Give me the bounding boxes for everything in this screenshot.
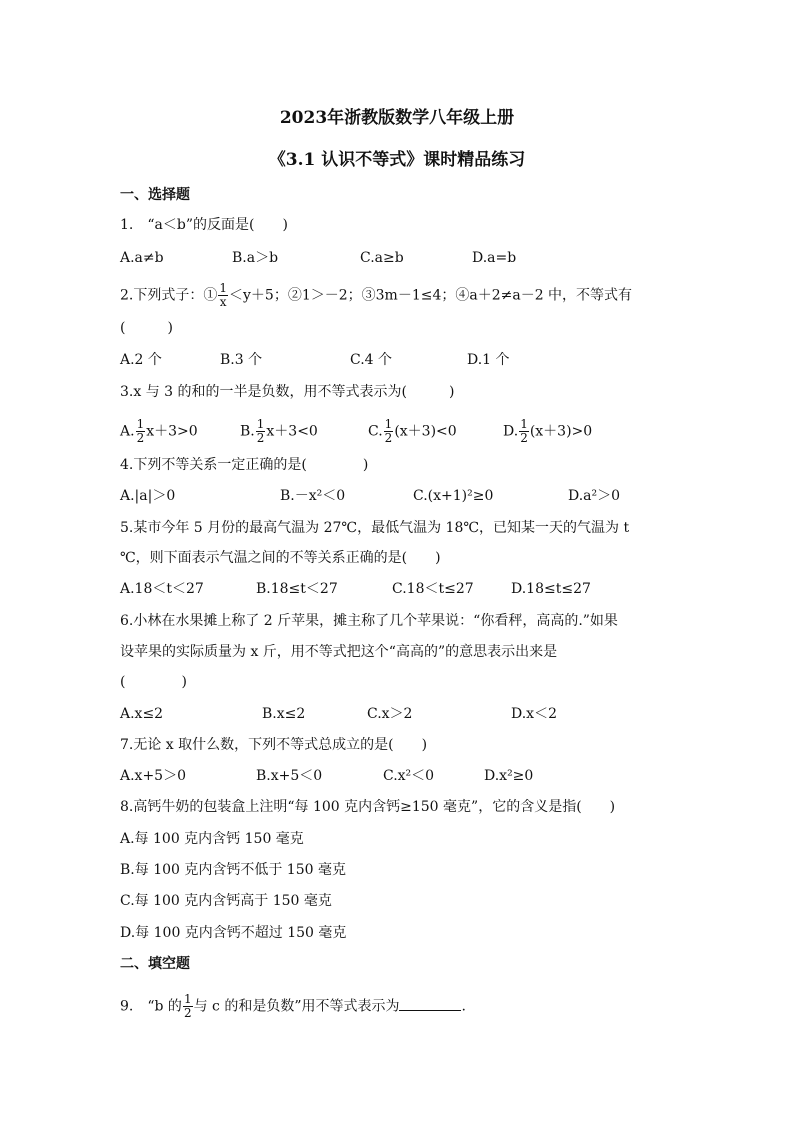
question-6-answer-paren: ( ) (120, 674, 187, 690)
question-8-stem: 8.高钙牛奶的包装盒上注明“每 100 克内含钙≥150 毫克”，它的含义是指( ) (120, 799, 616, 815)
fraction-numerator: 1 (183, 992, 192, 1006)
question-9-stem (120, 993, 466, 1020)
question-4-stem: 4.下列不等关系一定正确的是( ) (120, 457, 369, 473)
question-9-stem-post: 与 c 的和是负数”用不等式表示为 (193, 998, 400, 1015)
question-5-option-b: B.18≤t＜27 (256, 581, 338, 597)
document-subtitle: 《3.1 认识不等式》课时精品练习 (268, 150, 526, 170)
fraction-one-half (183, 993, 193, 1020)
option-letter: D. (503, 423, 519, 440)
option-letter: B. (240, 423, 255, 440)
option-expression: x＋3>0 (146, 423, 198, 440)
question-7-option-d: D.x²≥0 (484, 768, 534, 784)
document-title: 2023年浙教版数学八年级上册 (279, 108, 515, 128)
question-2-stem (120, 282, 632, 309)
question-3-option-b (240, 418, 318, 445)
question-8-option-c: C.每 100 克内含钙高于 150 毫克 (120, 893, 332, 909)
question-5-option-c: C.18＜t≤27 (392, 581, 474, 597)
question-5-stem-line-1: 5.某市今年 5 月份的最高气温为 27℃，最低气温为 18℃，已知某一天的气温为 t (120, 520, 630, 536)
question-1-stem: 1. “a＜b”的反面是( ) (120, 217, 288, 233)
question-6-option-d: D.x＜2 (511, 706, 557, 722)
question-1-option-d: D.a=b (472, 250, 517, 266)
question-3-stem: 3.x 与 3 的和的一半是负数，用不等式表示为( ) (120, 384, 455, 400)
question-7-option-a: A.x+5＞0 (120, 768, 187, 784)
question-8-option-d: D.每 100 克内含钙不超过 150 毫克 (120, 925, 347, 941)
question-7-option-c: C.x²＜0 (383, 768, 435, 784)
question-9-stem-pre: 9. “b 的 (120, 998, 182, 1015)
question-2-option-b: B.3 个 (220, 352, 263, 368)
question-6-stem-line-1: 6.小林在水果摊上称了 2 斤苹果，摊主称了几个苹果说：“你看秤，高高的.”如果 (120, 613, 618, 629)
question-2-option-a: A.2 个 (120, 352, 162, 368)
question-1-option-a: A.a≠b (120, 250, 164, 266)
option-expression: (x＋3)>0 (529, 423, 593, 440)
option-expression: x＋3<0 (266, 423, 318, 440)
option-expression: (x＋3)<0 (394, 423, 457, 440)
fraction-1-over-x (218, 282, 228, 309)
question-2-answer-paren: ( ) (120, 320, 173, 336)
fraction-numerator: 1 (219, 281, 227, 295)
question-7-stem: 7.无论 x 取什么数，下列不等式总成立的是( ) (120, 737, 428, 753)
question-4-option-d: D.a²＞0 (568, 488, 621, 504)
question-8-option-b: B.每 100 克内含钙不低于 150 毫克 (120, 862, 346, 878)
question-8-option-a: A.每 100 克内含钙 150 毫克 (120, 831, 304, 847)
fraction-denominator: 2 (256, 431, 265, 445)
question-1-option-b: B.a＞b (232, 250, 279, 266)
question-9-end: . (461, 998, 466, 1015)
fraction-one-half (256, 418, 266, 445)
question-6-option-b: B.x≤2 (262, 706, 306, 722)
question-2-stem-pre: 2.下列式子：① (120, 287, 218, 304)
question-3-option-c (368, 418, 457, 445)
option-letter: C. (368, 423, 383, 440)
section-heading-fill-in: 二、填空题 (120, 956, 190, 972)
fraction-numerator: 1 (384, 417, 393, 431)
fraction-one-half (136, 418, 146, 445)
question-4-option-a: A.|a|＞0 (120, 488, 176, 504)
question-4-option-b: B.－x²＜0 (280, 488, 346, 504)
option-letter: A. (120, 423, 135, 440)
question-2-stem-post: ＜y＋5；②1＞－2；③3m－1≤4；④a＋2≠a－2 中，不等式有 (229, 287, 633, 304)
fraction-numerator: 1 (520, 417, 528, 431)
fraction-denominator: 2 (384, 431, 393, 445)
answer-blank[interactable] (399, 996, 461, 1011)
fraction-denominator: 2 (520, 431, 528, 445)
fraction-numerator: 1 (136, 417, 145, 431)
question-1-option-c: C.a≥b (360, 250, 404, 266)
question-3-option-d (503, 418, 592, 445)
question-5-stem-line-2: ℃，则下面表示气温之间的不等关系正确的是( ) (120, 550, 441, 566)
question-6-stem-line-2: 设苹果的实际质量为 x 斤，用不等式把这个“高高的”的意思表示出来是 (120, 644, 558, 660)
question-6-option-c: C.x＞2 (367, 706, 413, 722)
question-3-option-a (120, 418, 198, 445)
fraction-one-half (384, 418, 394, 445)
question-2-option-d: D.1 个 (467, 352, 510, 368)
section-heading-choice: 一、选择题 (120, 187, 190, 203)
question-7-option-b: B.x+5＜0 (256, 768, 323, 784)
fraction-denominator: x (219, 295, 227, 309)
fraction-one-half (519, 418, 529, 445)
question-4-option-c: C.(x+1)²≥0 (413, 488, 494, 504)
question-2-option-c: C.4 个 (350, 352, 393, 368)
question-5-option-a: A.18＜t＜27 (120, 581, 204, 597)
question-5-option-d: D.18≤t≤27 (511, 581, 591, 597)
fraction-denominator: 2 (136, 431, 145, 445)
fraction-denominator: 2 (183, 1006, 192, 1020)
question-6-option-a: A.x≤2 (120, 706, 164, 722)
fraction-numerator: 1 (256, 417, 265, 431)
